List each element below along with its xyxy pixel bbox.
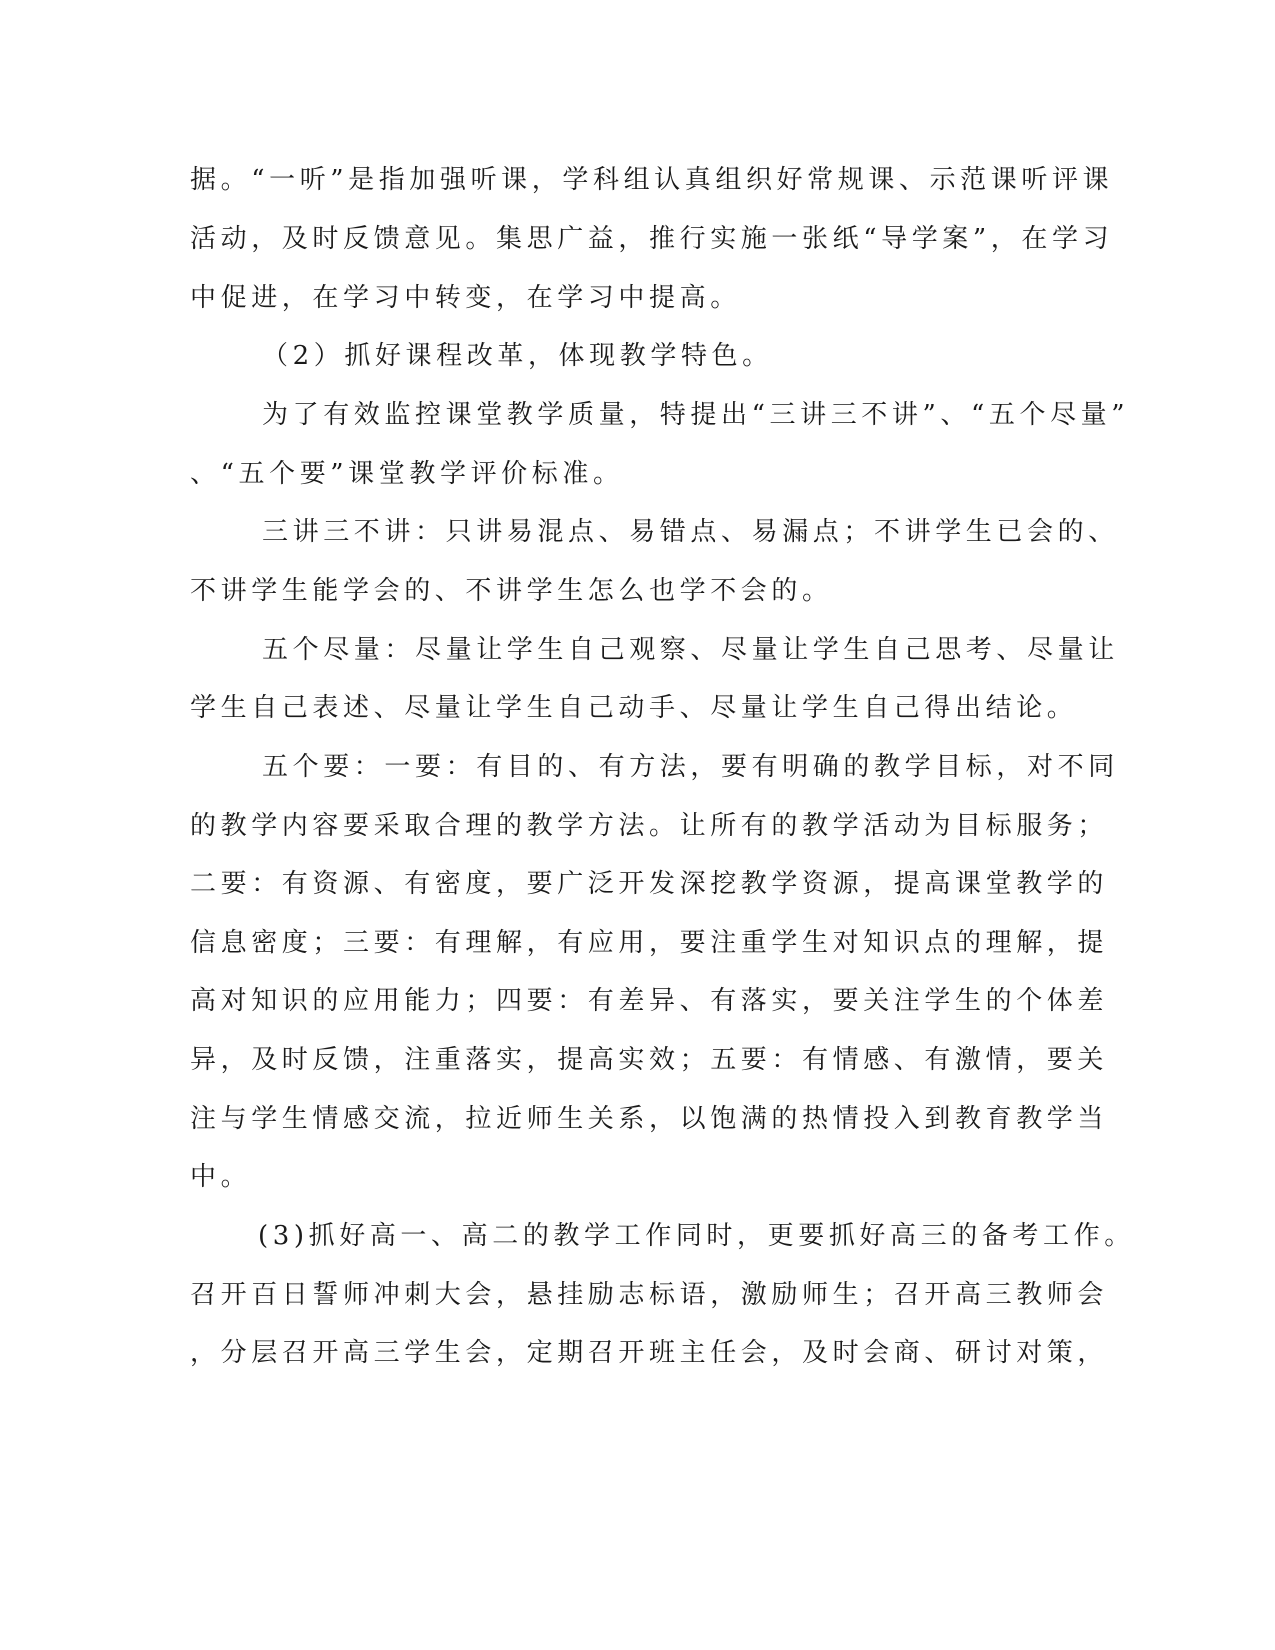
- text-line: 信息密度；三要：有理解，有应用，要注重学生对知识点的理解，提: [190, 928, 1109, 958]
- text-line: 五个要：一要：有目的、有方法，要有明确的教学目标，对不同: [262, 752, 1119, 782]
- text-line: 异，及时反馈，注重落实，提高实效；五要：有情感、有激情，要关: [190, 1045, 1109, 1075]
- section-heading: (3)抓好高一、高二的教学工作同时，更要抓好高三的备考工作。: [258, 1221, 1135, 1251]
- text-line: 的教学内容要采取合理的教学方法。让所有的教学活动为目标服务；: [190, 811, 1109, 841]
- text-line: 中促进，在学习中转变，在学习中提高。: [190, 283, 741, 313]
- text-line: 中。: [190, 1162, 252, 1192]
- text-line: 不讲学生能学会的、不讲学生怎么也学不会的。: [190, 576, 833, 606]
- text-line: 二要：有资源、有密度，要广泛开发深挖教学资源，提高课堂教学的: [190, 869, 1109, 899]
- text-line: 注与学生情感交流，拉近师生关系，以饱满的热情投入到教育教学当: [190, 1104, 1109, 1134]
- text-line: 召开百日誓师冲刺大会，悬挂励志标语，激励师生；召开高三教师会: [190, 1280, 1109, 1310]
- section-heading: （2）抓好课程改革，体现教学特色。: [262, 341, 773, 371]
- text-line: ，分层召开高三学生会，定期召开班主任会，及时会商、研讨对策，: [190, 1338, 1109, 1368]
- text-line: 学生自己表述、尽量让学生自己动手、尽量让学生自己得出结论。: [190, 693, 1078, 723]
- text-line: 活动，及时反馈意见。集思广益，推行实施一张纸“导学案”，在学习: [190, 224, 1114, 254]
- text-line: 、“五个要”课堂教学评价标准。: [190, 459, 624, 489]
- text-line: 高对知识的应用能力；四要：有差异、有落实，要关注学生的个体差: [190, 986, 1109, 1016]
- text-line: 据。“一听”是指加强听课，学科组认真组织好常规课、示范课听评课: [190, 165, 1114, 195]
- text-line: 三讲三不讲：只讲易混点、易错点、易漏点；不讲学生已会的、: [262, 517, 1119, 547]
- text-line: 为了有效监控课堂教学质量，特提出“三讲三不讲”、“五个尽量”: [262, 400, 1130, 430]
- text-line: 五个尽量：尽量让学生自己观察、尽量让学生自己思考、尽量让: [262, 635, 1119, 665]
